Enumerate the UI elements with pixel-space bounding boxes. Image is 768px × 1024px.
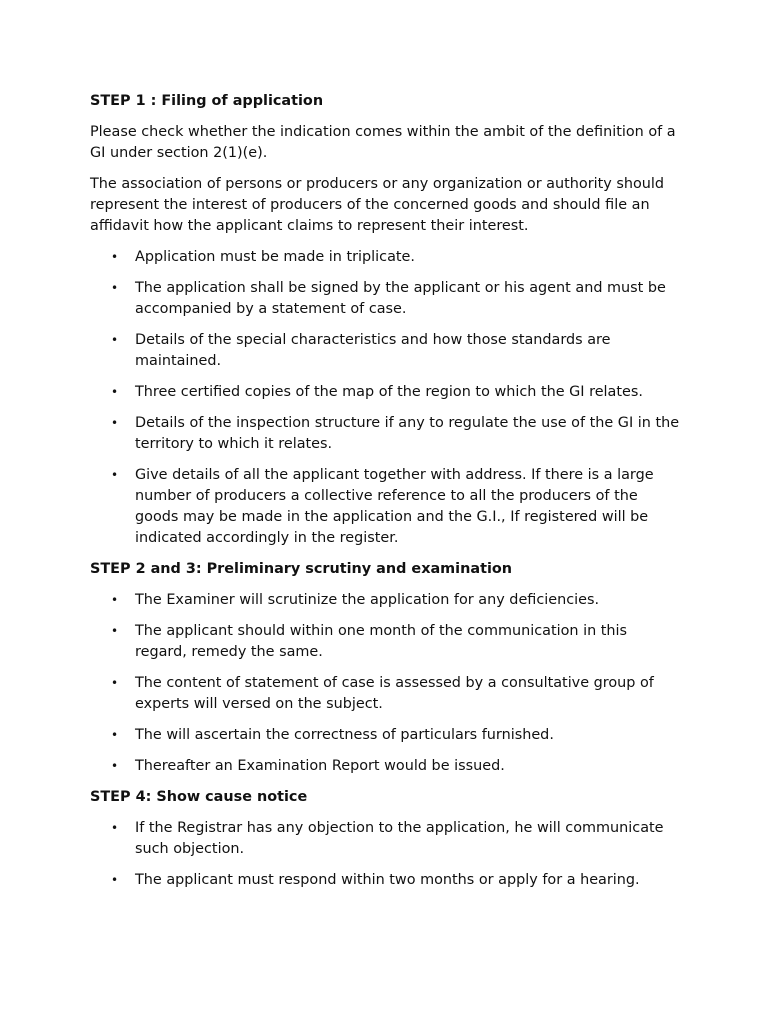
list-item-text: Details of the special characteristics and how those standards are maintained.	[135, 332, 611, 369]
list-item-text: The applicant should within one month of the communication in this regard, remedy the same.	[135, 623, 628, 660]
list-item	[90, 278, 680, 320]
list-item-text: If the Registrar has any objection to the application, he will communicate such objection.	[135, 820, 664, 857]
step1-bullet-list	[90, 247, 680, 549]
bullet-icon: •	[111, 676, 119, 690]
step1-paragraph-1: Please check whether the indication comes within the ambit of the definition of a GI under section 2(1)(e).	[90, 124, 676, 161]
bullet-icon: •	[111, 250, 119, 264]
bullet-icon: •	[111, 759, 119, 773]
bullet-icon: •	[111, 624, 119, 638]
list-item	[90, 621, 680, 663]
list-item	[90, 818, 680, 860]
step4-heading: STEP 4: Show cause notice	[90, 789, 308, 805]
list-item-text: Thereafter an Examination Report would be issued.	[135, 758, 505, 774]
list-item	[90, 756, 680, 777]
step2-heading: STEP 2 and 3: Preliminary scrutiny and examination	[90, 561, 513, 577]
bullet-icon: •	[111, 468, 119, 482]
bullet-icon: •	[111, 593, 119, 607]
list-item	[90, 725, 680, 746]
bullet-icon: •	[111, 385, 119, 399]
step2-bullet-list	[90, 590, 680, 777]
bullet-icon: •	[111, 873, 119, 887]
bullet-icon: •	[111, 821, 119, 835]
list-item	[90, 382, 680, 403]
list-item-text: The applicant must respond within two months or apply for a hearing.	[135, 872, 640, 888]
list-item-text: Application must be made in triplicate.	[135, 249, 415, 265]
list-item-text: Three certified copies of the map of the region to which the GI relates.	[135, 384, 643, 400]
list-item	[90, 330, 680, 372]
step1-heading: STEP 1 : Filing of application	[90, 93, 324, 109]
document-body	[90, 91, 680, 901]
bullet-icon: •	[111, 333, 119, 347]
step1-paragraph-2: The association of persons or producers or any organization or authority should represent the interest of producers of the concerned goods and should file an affidavit how the applicant claims to represent their interest.	[90, 176, 665, 234]
step4-bullet-list	[90, 818, 680, 891]
list-item	[90, 870, 680, 891]
list-item-text: Details of the inspection structure if any to regulate the use of the GI in the territory to which it relates.	[135, 415, 680, 452]
list-item	[90, 465, 680, 549]
list-item	[90, 413, 680, 455]
list-item	[90, 247, 680, 268]
list-item-text: Give details of all the applicant together with address. If there is a large number of producers a collective reference to all the producers of the goods may be made in the application and the G.I., If registered will be indicated accordingly in the register.	[135, 467, 654, 546]
list-item	[90, 590, 680, 611]
list-item-text: The application shall be signed by the applicant or his agent and must be accompanied by a statement of case.	[135, 280, 666, 317]
list-item-text: The content of statement of case is assessed by a consultative group of experts will versed on the subject.	[135, 675, 654, 712]
list-item-text: The will ascertain the correctness of particulars furnished.	[135, 727, 554, 743]
bullet-icon: •	[111, 281, 119, 295]
list-item-text: The Examiner will scrutinize the application for any deficiencies.	[135, 592, 600, 608]
bullet-icon: •	[111, 728, 119, 742]
bullet-icon: •	[111, 416, 119, 430]
list-item	[90, 673, 680, 715]
